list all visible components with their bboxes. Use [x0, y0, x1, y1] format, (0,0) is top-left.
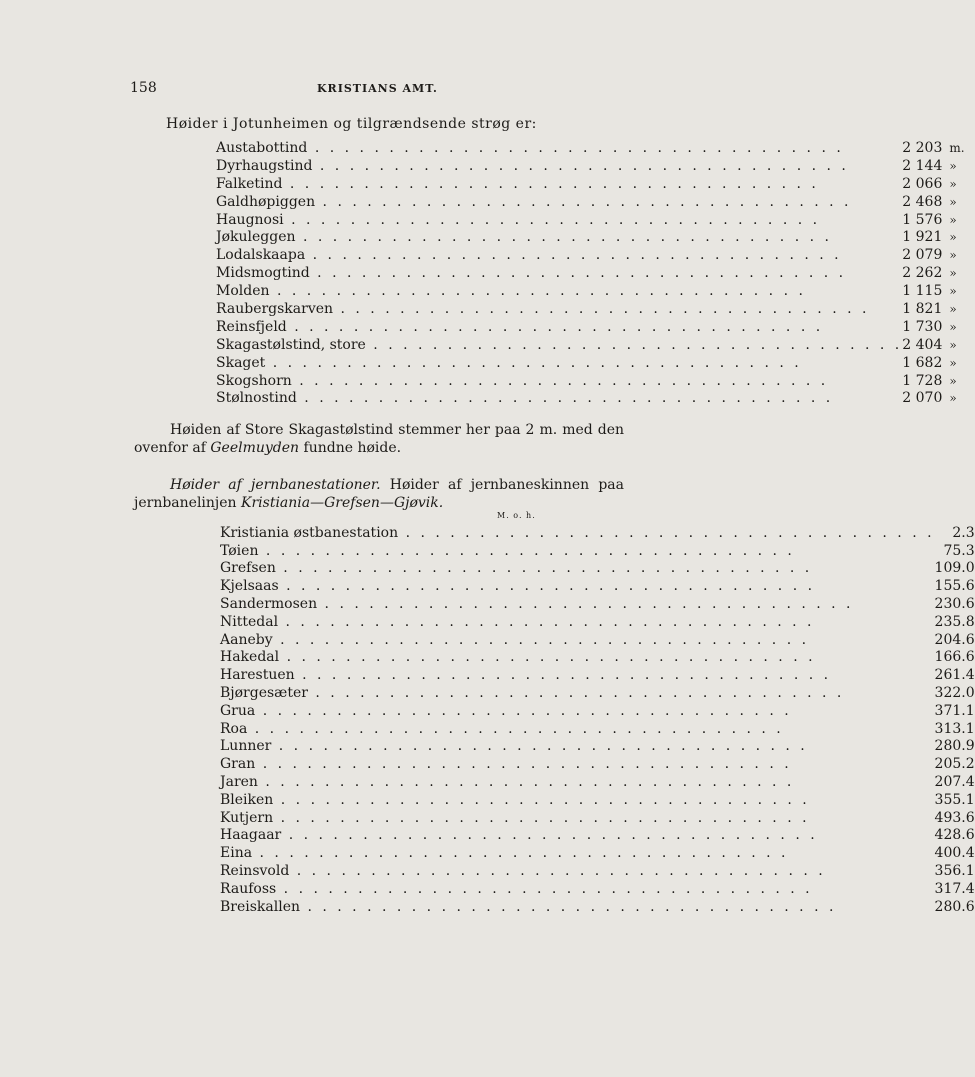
table-row [220, 595, 975, 613]
height-value: 2 144 [902, 157, 943, 174]
mountain-name: Lodalskaapa . . . [216, 246, 902, 264]
mountain-name: Falketind . . . [216, 175, 902, 193]
table-row [216, 211, 965, 229]
table-row [220, 649, 975, 667]
station-name: Bleiken . . . [220, 791, 935, 809]
height-unit: » [949, 337, 957, 352]
station-name: Sandermosen . . . [220, 595, 935, 613]
station-height: 280.9 [934, 738, 975, 755]
height-unit: » [949, 248, 957, 263]
table-row [220, 738, 975, 756]
station-height: 235.8 [934, 613, 975, 630]
station-name: Jaren . . . [220, 773, 935, 791]
mountain-name: Galdhøpiggen . . . [216, 193, 902, 211]
station-name: Lunner . . . [220, 738, 935, 756]
mountain-name: Stølnostind . . . [216, 389, 902, 407]
station-height: 261.4 [934, 667, 975, 684]
table-row [220, 631, 975, 649]
table-row [220, 613, 975, 631]
station-name: Raufoss . . . [220, 880, 935, 898]
height-unit: » [949, 319, 957, 334]
table-row [220, 720, 975, 738]
table-row [216, 157, 965, 175]
height-unit: » [949, 373, 957, 388]
height-value: 1 682 [902, 354, 943, 371]
table-row [216, 318, 965, 336]
height-value: 2 070 [902, 390, 943, 407]
station-name: Gran . . . [220, 755, 935, 773]
height-unit: » [949, 176, 957, 191]
mountain-name: Dyrhaugstind . . . [216, 157, 902, 175]
table-row [216, 372, 965, 390]
table-row [220, 791, 975, 809]
table-row [220, 666, 975, 684]
table-row [220, 755, 975, 773]
table-row [216, 193, 965, 211]
station-name: Grefsen . . . [220, 560, 935, 578]
height-unit: » [949, 194, 957, 209]
station-height: 204.6 [934, 631, 975, 648]
table-row [220, 898, 975, 916]
station-name: Breiskallen . . . [220, 898, 935, 916]
mountain-name: Haugnosi . . . [216, 211, 902, 229]
page-number: 158 [130, 80, 157, 96]
height-value: 1 730 [902, 318, 943, 335]
station-name: Haagaar . . . [220, 827, 935, 845]
table-row [216, 264, 965, 282]
station-name: Reinsvold . . . [220, 862, 935, 880]
station-height: 400.4 [934, 845, 975, 862]
page-header [130, 80, 550, 98]
station-height: 109.0 [934, 560, 975, 577]
table-row [216, 246, 965, 264]
table-row [216, 389, 965, 407]
height-value: 2 079 [902, 247, 943, 264]
station-height: 322.0 [934, 685, 975, 702]
note-paragraph: Høiden af Store Skagastølstind stemmer her paa 2 m. med den ovenfor af Geelmuyden fundne høide. [134, 422, 624, 456]
table-row [216, 282, 965, 300]
station-height: 155.6 [934, 578, 975, 595]
mountain-name: Reinsfjeld . . . [216, 318, 902, 336]
table-row [216, 228, 965, 246]
table-row [220, 702, 975, 720]
height-value: 1 821 [902, 300, 943, 317]
height-value: 1 728 [902, 372, 943, 389]
station-name: Kristiania østbanestation . . . [220, 524, 935, 542]
station-height: 428.6 [934, 827, 975, 844]
railway-intro-paragraph: Høider af jernbanestationer. Høider af jernbaneskinnen paa jernbanelinjen Kristiania—Grefsen—Gjøvik. [134, 477, 624, 511]
mountain-name: Jøkuleggen . . . [216, 228, 902, 246]
table-row [216, 139, 965, 157]
height-value: 2 262 [902, 265, 943, 282]
table-row [220, 524, 975, 542]
station-height: 230.6 [934, 596, 975, 613]
height-value: 2 468 [902, 193, 943, 210]
section-intro: Høider i Jotunheimen og tilgrændsende strøg er: [166, 116, 537, 132]
height-unit: » [949, 301, 957, 316]
height-unit: » [949, 212, 957, 227]
station-name: Bjørgesæter . . . [220, 684, 935, 702]
station-name: Roa . . . [220, 720, 935, 738]
table-row [220, 844, 975, 862]
station-height: 75.3 [943, 542, 975, 559]
height-unit: » [949, 158, 957, 173]
station-height: 205.2 [934, 756, 975, 773]
author-name: Geelmuyden [210, 440, 300, 456]
running-title: KRISTIANS AMT. [317, 82, 438, 95]
table-row [220, 560, 975, 578]
mountain-name: Skogshorn . . . [216, 372, 902, 390]
height-value: 2 203 [902, 139, 943, 156]
station-height: 166.6 [934, 649, 975, 666]
station-heights-table [220, 524, 975, 916]
station-height: 493.6 [934, 809, 975, 826]
station-height: 2.3 [952, 524, 975, 541]
station-name: Eina . . . [220, 844, 935, 862]
station-name: Kjelsaas . . . [220, 577, 935, 595]
table-row [220, 577, 975, 595]
station-height: 280.6 [934, 898, 975, 915]
table-row [216, 300, 965, 318]
station-name: Aaneby . . . [220, 631, 935, 649]
mountain-name: Skaget . . . [216, 354, 902, 372]
station-height: 355.1 [934, 791, 975, 808]
table-row [220, 773, 975, 791]
height-unit: » [949, 284, 957, 299]
station-name: Grua . . . [220, 702, 935, 720]
height-unit: » [949, 391, 957, 406]
table-row [220, 809, 975, 827]
table-row [216, 336, 965, 354]
table-row [216, 354, 965, 372]
station-name: Harestuen . . . [220, 666, 935, 684]
mountain-name: Raubergskarven . . . [216, 300, 902, 318]
station-name: Kutjern . . . [220, 809, 935, 827]
railway-route: Kristiania—Grefsen—Gjøvik. [241, 495, 444, 511]
table-row [220, 862, 975, 880]
height-value: 1 921 [902, 229, 943, 246]
mountain-name: Austabottind . . . [216, 139, 902, 157]
table-row [220, 542, 975, 560]
station-height: 356.1 [934, 863, 975, 880]
height-value: 1 115 [902, 283, 943, 300]
height-unit: » [949, 355, 957, 370]
station-height: 371.1 [934, 702, 975, 719]
station-height: 317.4 [934, 880, 975, 897]
height-unit: » [949, 230, 957, 245]
station-height: 313.1 [934, 720, 975, 737]
column-header: M. o. h. [497, 511, 536, 520]
mountain-name: Molden . . . [216, 282, 902, 300]
height-unit: m. [949, 140, 965, 155]
station-name: Hakedal . . . [220, 649, 935, 667]
mountain-name: Midsmogtind . . . [216, 264, 902, 282]
table-row [216, 175, 965, 193]
station-name: Nittedal . . . [220, 613, 935, 631]
table-row [220, 684, 975, 702]
table-row [220, 827, 975, 845]
section-title: Høider af jernbanestationer. [170, 477, 381, 493]
height-value: 1 576 [902, 211, 943, 228]
height-unit: » [949, 266, 957, 281]
height-value: 2 404 [902, 336, 943, 353]
station-height: 207.4 [934, 774, 975, 791]
height-value: 2 066 [902, 175, 943, 192]
station-name: Tøien . . . [220, 542, 935, 560]
table-row [220, 880, 975, 898]
mountain-heights-table [216, 139, 965, 407]
mountain-name: Skagastølstind, store . . . [216, 336, 902, 354]
